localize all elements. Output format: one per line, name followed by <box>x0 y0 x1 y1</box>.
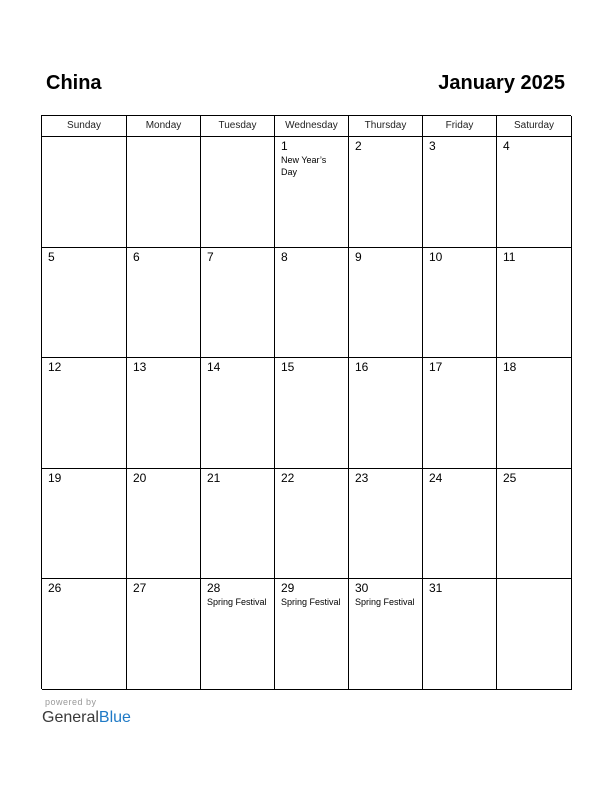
day-number: 1 <box>281 139 288 153</box>
day-number: 10 <box>429 250 443 264</box>
day-number: 3 <box>429 139 436 153</box>
day-cell <box>42 358 127 469</box>
logo-text-blue: Blue <box>98 709 131 726</box>
day-number: 22 <box>281 471 295 485</box>
day-number: 2 <box>355 139 362 153</box>
weekday-header-friday: Friday <box>423 116 497 137</box>
day-cell <box>42 248 127 358</box>
day-cell <box>497 579 572 690</box>
day-cell <box>127 248 201 358</box>
day-number: 21 <box>207 471 221 485</box>
month-title: January 2025 <box>438 72 565 94</box>
holiday-label: Spring Festival <box>207 597 267 607</box>
day-number: 12 <box>48 360 62 374</box>
day-cell <box>349 137 423 248</box>
day-cell <box>127 579 201 690</box>
day-number: 24 <box>429 471 443 485</box>
day-number: 16 <box>355 360 369 374</box>
day-cell <box>127 137 201 248</box>
day-cell <box>423 358 497 469</box>
day-number: 15 <box>281 360 295 374</box>
day-cell <box>275 248 349 358</box>
day-number: 17 <box>429 360 443 374</box>
day-cell <box>201 579 275 690</box>
day-number: 20 <box>133 471 147 485</box>
day-number: 23 <box>355 471 369 485</box>
day-number: 18 <box>503 360 517 374</box>
day-number: 11 <box>503 250 516 264</box>
weekday-header-tuesday: Tuesday <box>201 116 275 137</box>
day-number: 6 <box>133 250 140 264</box>
day-cell <box>497 248 572 358</box>
day-cell <box>497 469 572 579</box>
day-cell <box>127 358 201 469</box>
day-cell <box>275 137 349 248</box>
day-cell <box>127 469 201 579</box>
day-cell <box>423 469 497 579</box>
logo-text-general: General <box>42 709 99 726</box>
day-cell <box>349 469 423 579</box>
day-number: 25 <box>503 471 517 485</box>
day-cell <box>201 469 275 579</box>
day-number: 27 <box>133 581 147 595</box>
day-cell <box>201 248 275 358</box>
day-number: 14 <box>207 360 221 374</box>
day-number: 13 <box>133 360 147 374</box>
day-cell <box>497 358 572 469</box>
day-cell <box>275 579 349 690</box>
day-cell <box>349 579 423 690</box>
weekday-header-sunday: Sunday <box>42 116 127 137</box>
day-cell <box>42 469 127 579</box>
day-cell <box>423 248 497 358</box>
day-cell <box>201 358 275 469</box>
day-number: 8 <box>281 250 288 264</box>
weekday-header-monday: Monday <box>127 116 201 137</box>
day-number: 26 <box>48 581 62 595</box>
powered-by-label: powered by <box>45 697 97 707</box>
holiday-label: Spring Festival <box>281 597 341 607</box>
day-number: 19 <box>48 471 62 485</box>
weekday-header-saturday: Saturday <box>497 116 572 137</box>
day-cell <box>42 137 127 248</box>
holiday-label: Spring Festival <box>355 597 415 607</box>
day-number: 29 <box>281 581 295 595</box>
day-number: 5 <box>48 250 55 264</box>
country-title: China <box>46 72 102 94</box>
day-number: 28 <box>207 581 221 595</box>
day-cell <box>42 579 127 690</box>
weekday-header-thursday: Thursday <box>349 116 423 137</box>
calendar-grid <box>41 115 571 689</box>
day-cell <box>423 579 497 690</box>
day-number: 9 <box>355 250 362 264</box>
day-number: 30 <box>355 581 369 595</box>
day-cell <box>275 358 349 469</box>
weekday-header-wednesday: Wednesday <box>275 116 349 137</box>
day-cell <box>349 358 423 469</box>
day-cell <box>423 137 497 248</box>
day-cell <box>349 248 423 358</box>
day-number: 31 <box>429 581 443 595</box>
holiday-label: New Year’s Day <box>281 155 327 177</box>
day-number: 4 <box>503 139 510 153</box>
generalblue-logo <box>42 708 131 728</box>
day-cell <box>201 137 275 248</box>
day-number: 7 <box>207 250 214 264</box>
day-cell <box>275 469 349 579</box>
day-cell <box>497 137 572 248</box>
